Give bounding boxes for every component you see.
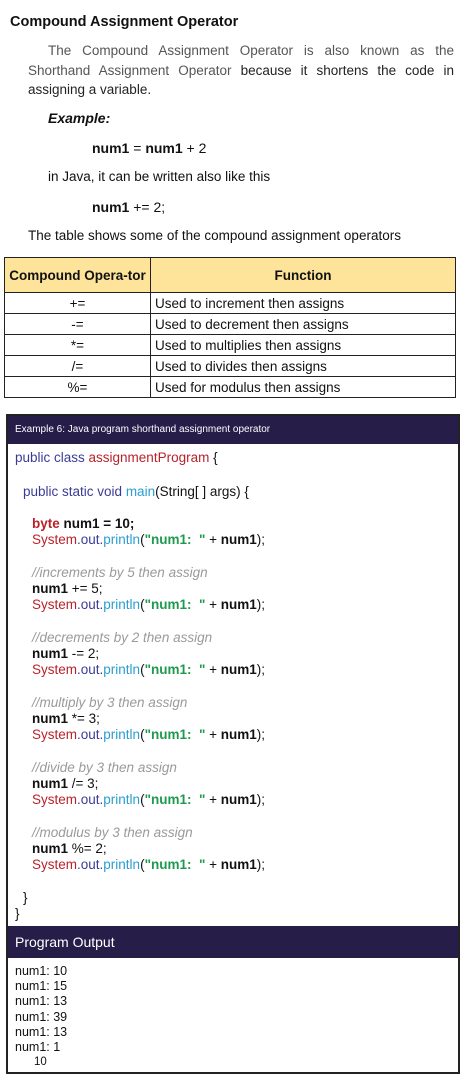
byte-rest: num1 = 10; <box>59 516 135 531</box>
class-keyword: public class <box>15 450 85 465</box>
operator-cell: -= <box>5 314 151 335</box>
code-example-box <box>6 414 460 1074</box>
example-label: Example: <box>48 110 111 126</box>
output-line: num1: 39 <box>15 1009 68 1024</box>
operator-cell: /= <box>5 356 151 377</box>
code-listing <box>8 444 458 926</box>
function-cell: Used for modulus then assigns <box>151 377 456 398</box>
header-operator: Compound Opera-tor <box>5 258 151 293</box>
expr-eq: = <box>129 140 146 156</box>
intro-part1: The Compound Assignment Operator is also known as the Shorthand Assignment Operator <box>28 43 454 78</box>
println-line: System.out.println("num1: " + num1); <box>32 597 266 612</box>
intro-part2: because it shortens the code in assigning a variable. <box>28 62 454 97</box>
operator-cell: *= <box>5 335 151 356</box>
table-header-row <box>5 258 456 293</box>
operators-table <box>4 257 456 398</box>
assign-statement: num1 += 5; <box>32 581 103 596</box>
class-declaration <box>15 450 218 466</box>
assign-statement: num1 *= 3; <box>32 711 100 726</box>
byte-keyword: byte <box>32 516 60 531</box>
table-row <box>5 335 456 356</box>
shorthand-var: num1 <box>92 199 130 215</box>
class-brace: { <box>209 450 218 465</box>
expr-var-a: num1 <box>92 140 130 156</box>
main-keyword: public static void <box>23 484 123 499</box>
function-cell: Used to divides then assigns <box>151 356 456 377</box>
assign-statement: num1 -= 2; <box>32 646 100 661</box>
intro-paragraph <box>28 41 454 100</box>
main-close-brace: } <box>23 890 28 905</box>
assign-statement: num1 %= 2; <box>32 841 107 856</box>
class-close-brace: } <box>15 906 20 921</box>
table-row <box>5 293 456 314</box>
shorthand-rest: += 2; <box>129 199 166 215</box>
function-cell: Used to multiplies then assigns <box>151 335 456 356</box>
println-line: System.out.println("num1: " + num1); <box>32 662 266 677</box>
java-note: in Java, it can be written also like this <box>48 169 271 184</box>
main-declaration <box>23 484 249 500</box>
output-line: num1: 15 <box>15 979 68 994</box>
header-function: Function <box>151 258 456 293</box>
code-comment: //divide by 3 then assign <box>32 760 177 775</box>
output-line: num1: 13 <box>15 1024 68 1039</box>
output-line: num1: 13 <box>15 994 68 1009</box>
main-name: main <box>122 484 156 499</box>
code-comment: //modulus by 3 then assign <box>32 825 193 840</box>
table-row <box>5 377 456 398</box>
code-comment: //decrements by 2 then assign <box>32 630 213 645</box>
code-comment: //increments by 5 then assign <box>32 565 208 580</box>
function-cell: Used to increment then assigns <box>151 293 456 314</box>
table-row <box>5 314 456 335</box>
code-box-title: Example 6: Java program shorthand assignment operator <box>8 416 458 444</box>
expr-var-b: num1 <box>145 140 183 156</box>
function-cell: Used to decrement then assigns <box>151 314 456 335</box>
output-title: Program Output <box>8 926 458 958</box>
byte-declaration <box>32 516 134 532</box>
println-line: System.out.println("num1: " + num1); <box>32 727 266 742</box>
table-row <box>5 356 456 377</box>
assign-statement: num1 /= 3; <box>32 776 99 791</box>
println-line: System.out.println("num1: " + num1); <box>32 532 266 547</box>
code-comment: //multiply by 3 then assign <box>32 695 188 710</box>
output-line: num1: 10 <box>15 964 68 978</box>
println-line: System.out.println("num1: " + num1); <box>32 857 266 872</box>
output-panel <box>8 958 458 1072</box>
expr-rest: + 2 <box>182 140 207 156</box>
example-expression <box>92 140 206 156</box>
println-line: System.out.println("num1: " + num1); <box>32 792 266 807</box>
shorthand-expression <box>92 199 165 215</box>
table-intro: The table shows some of the compound assignment operators <box>28 228 401 243</box>
operator-cell: %= <box>5 377 151 398</box>
output-line: num1: 1 <box>15 1040 61 1055</box>
page-number: 10 <box>34 1055 47 1068</box>
operator-cell: += <box>5 293 151 314</box>
main-args: (String[ ] args) { <box>155 484 249 499</box>
section-heading: Compound Assignment Operator <box>10 14 239 30</box>
class-name: assignmentProgram <box>84 450 210 465</box>
